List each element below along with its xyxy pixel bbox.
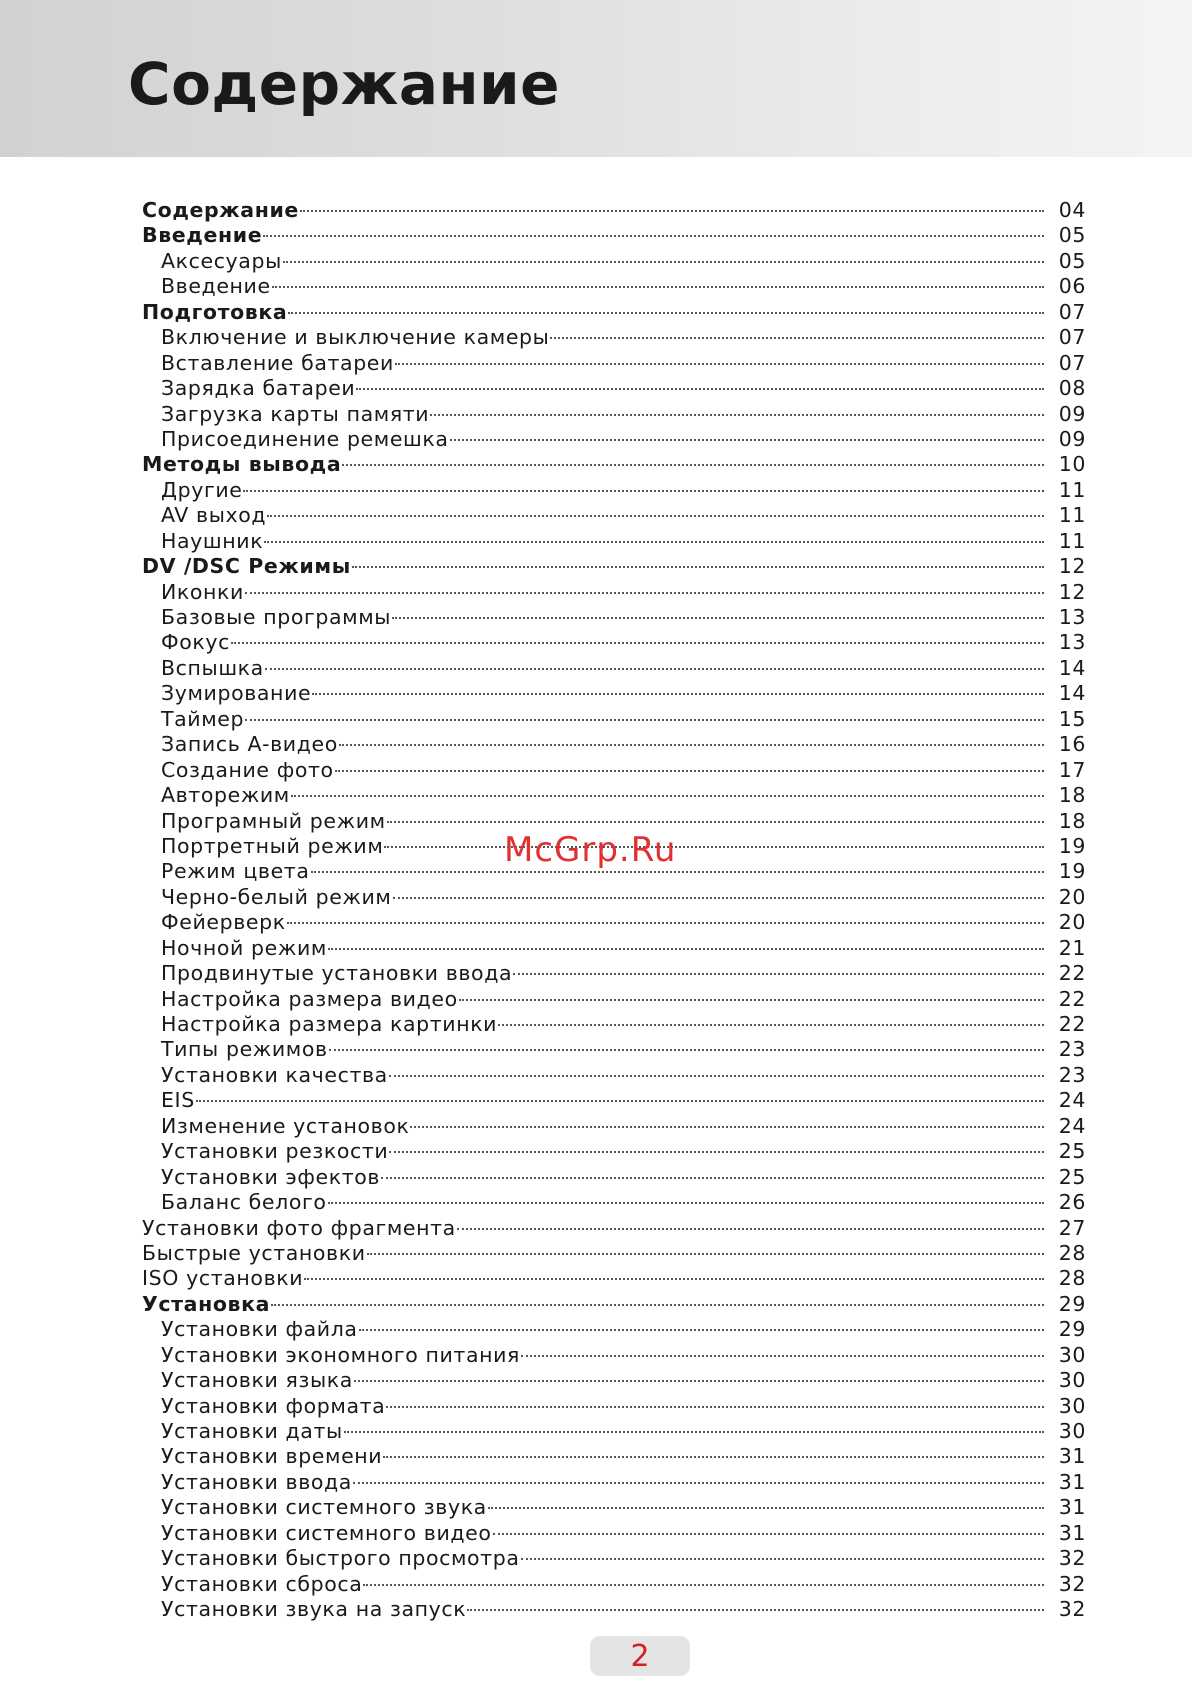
toc-entry-label: Установки системного видео bbox=[161, 1520, 492, 1545]
toc-entry-label: Режим цвета bbox=[161, 859, 310, 884]
toc-dot-leader bbox=[430, 414, 1044, 416]
toc-dot-leader bbox=[386, 1406, 1044, 1408]
toc-dot-leader bbox=[271, 1304, 1044, 1306]
toc-dot-leader bbox=[335, 770, 1044, 772]
toc-dot-leader bbox=[288, 312, 1044, 314]
toc-dot-leader bbox=[521, 1355, 1044, 1357]
toc-entry-page: 07 bbox=[1058, 325, 1086, 350]
toc-dot-leader bbox=[387, 821, 1044, 823]
toc-entry-label: Черно-белый режим bbox=[161, 884, 392, 909]
toc-entry-page: 11 bbox=[1058, 503, 1086, 528]
toc-entry[interactable] bbox=[142, 1470, 1086, 1495]
toc-dot-leader bbox=[329, 1049, 1044, 1051]
toc-entry[interactable] bbox=[142, 1546, 1086, 1571]
toc-entry-label: Настройка размера картинки bbox=[161, 1012, 498, 1036]
toc-entry-label: Установки формата bbox=[161, 1393, 386, 1418]
toc-entry-label: Содержание bbox=[142, 198, 299, 222]
toc-dot-leader bbox=[291, 795, 1044, 797]
toc-entry-label: Установки времени bbox=[161, 1444, 383, 1469]
toc-dot-leader bbox=[459, 999, 1044, 1001]
toc-dot-leader bbox=[353, 1482, 1044, 1484]
toc-entry-page: 22 bbox=[1058, 986, 1086, 1011]
toc-dot-leader bbox=[283, 261, 1044, 263]
toc-entry-page: 28 bbox=[1058, 1266, 1086, 1291]
toc-dot-leader bbox=[363, 1584, 1044, 1586]
toc-entry[interactable] bbox=[142, 274, 1086, 299]
toc-entry-page: 29 bbox=[1058, 1291, 1086, 1316]
toc-entry[interactable] bbox=[142, 580, 1086, 605]
toc-dot-leader bbox=[384, 846, 1044, 848]
toc-dot-leader bbox=[344, 1431, 1044, 1433]
toc-entry[interactable] bbox=[142, 630, 1086, 655]
toc-entry-label: Присоединение ремешка bbox=[161, 426, 449, 451]
toc-dot-leader bbox=[521, 1558, 1045, 1560]
toc-entry-page: 12 bbox=[1058, 554, 1086, 579]
toc-entry[interactable] bbox=[142, 1317, 1086, 1342]
toc-entry-label: Установки звука на запуск bbox=[161, 1597, 467, 1622]
toc-entry-page: 17 bbox=[1058, 757, 1086, 782]
page-title: Содержание bbox=[128, 50, 561, 118]
toc-dot-leader bbox=[392, 617, 1044, 619]
toc-entry-page: 18 bbox=[1058, 783, 1086, 808]
toc-entry-page: 07 bbox=[1058, 350, 1086, 375]
toc-dot-leader bbox=[352, 566, 1044, 568]
toc-entry-label: Фокус bbox=[161, 630, 230, 655]
toc-entry-page: 20 bbox=[1058, 884, 1086, 909]
toc-entry-page: 19 bbox=[1058, 833, 1086, 858]
toc-entry-label: Иконки bbox=[161, 579, 244, 604]
toc-dot-leader bbox=[381, 1177, 1044, 1179]
toc-entry-label: Установки экономного питания bbox=[161, 1342, 520, 1367]
toc-entry[interactable] bbox=[142, 1572, 1086, 1597]
toc-entry[interactable] bbox=[142, 452, 1086, 477]
toc-entry-page: 11 bbox=[1058, 528, 1086, 553]
toc-entry[interactable] bbox=[142, 605, 1086, 630]
toc-entry[interactable] bbox=[142, 936, 1086, 961]
toc-entry[interactable] bbox=[142, 707, 1086, 732]
toc-entry[interactable] bbox=[142, 1241, 1086, 1266]
toc-dot-leader bbox=[304, 1278, 1044, 1280]
toc-entry[interactable] bbox=[142, 376, 1086, 401]
page-number-tab bbox=[590, 1636, 690, 1676]
toc-entry-label: Програмный режим bbox=[161, 808, 386, 833]
toc-entry-label: Подготовка bbox=[142, 299, 288, 324]
toc-entry[interactable] bbox=[142, 732, 1086, 757]
toc-entry-label: Установки даты bbox=[161, 1419, 343, 1443]
toc-entry-page: 20 bbox=[1058, 910, 1086, 935]
toc-dot-leader bbox=[457, 1228, 1044, 1230]
toc-entry-label: Методы вывода bbox=[142, 452, 342, 477]
toc-dot-leader bbox=[450, 439, 1044, 441]
toc-entry[interactable] bbox=[142, 1597, 1086, 1622]
toc-entry[interactable] bbox=[142, 1139, 1086, 1164]
toc-entry-label: Введение bbox=[161, 274, 271, 299]
toc-entry[interactable] bbox=[142, 1292, 1086, 1317]
toc-entry-page: 25 bbox=[1058, 1139, 1086, 1164]
table-of-contents bbox=[142, 198, 1086, 1623]
toc-entry-label: Установки качества bbox=[161, 1062, 388, 1087]
toc-entry[interactable] bbox=[142, 300, 1086, 325]
toc-entry-page: 12 bbox=[1058, 579, 1086, 604]
toc-dot-leader bbox=[339, 744, 1044, 746]
toc-entry-label: Установки файла bbox=[161, 1317, 358, 1342]
page-number: 2 bbox=[630, 1638, 650, 1674]
toc-entry[interactable] bbox=[142, 1165, 1086, 1190]
toc-entry-label: Портретный режим bbox=[161, 833, 384, 858]
toc-entry-page: 30 bbox=[1058, 1342, 1086, 1367]
toc-entry-page: 30 bbox=[1058, 1419, 1086, 1443]
toc-entry[interactable] bbox=[142, 910, 1086, 935]
toc-dot-leader bbox=[196, 1100, 1044, 1102]
toc-dot-leader bbox=[550, 337, 1044, 339]
toc-dot-leader bbox=[356, 388, 1044, 390]
toc-entry-label: Установки резкости bbox=[161, 1139, 389, 1164]
toc-entry[interactable] bbox=[142, 1088, 1086, 1113]
toc-dot-leader bbox=[488, 1507, 1044, 1509]
toc-entry-label: Наушник bbox=[161, 528, 264, 553]
toc-entry-page: 32 bbox=[1058, 1597, 1086, 1622]
toc-dot-leader bbox=[354, 1380, 1044, 1382]
toc-entry[interactable] bbox=[142, 223, 1086, 248]
toc-entry-label: AV выход bbox=[161, 503, 267, 528]
toc-entry-page: 31 bbox=[1058, 1469, 1086, 1494]
toc-dot-leader bbox=[513, 973, 1044, 975]
toc-dot-leader bbox=[287, 922, 1044, 924]
toc-dot-leader bbox=[300, 210, 1044, 212]
toc-entry[interactable] bbox=[142, 1114, 1086, 1139]
toc-dot-leader bbox=[493, 1533, 1044, 1535]
toc-entry-label: Аксесуары bbox=[161, 248, 282, 273]
toc-entry-page: 18 bbox=[1058, 808, 1086, 833]
toc-entry[interactable] bbox=[142, 1495, 1086, 1520]
toc-dot-leader bbox=[395, 363, 1044, 365]
toc-entry-label: Другие bbox=[161, 477, 243, 502]
toc-dot-leader bbox=[359, 1329, 1044, 1331]
toc-entry-label: Изменение установок bbox=[161, 1113, 410, 1138]
toc-entry[interactable] bbox=[142, 427, 1086, 452]
toc-entry[interactable] bbox=[142, 529, 1086, 554]
toc-entry[interactable] bbox=[142, 1419, 1086, 1444]
toc-entry-label: Установки сброса bbox=[161, 1571, 363, 1596]
toc-entry[interactable] bbox=[142, 885, 1086, 910]
toc-entry-label: Зарядка батареи bbox=[161, 376, 356, 401]
toc-dot-leader bbox=[272, 286, 1044, 288]
toc-entry[interactable] bbox=[142, 1190, 1086, 1215]
toc-entry[interactable] bbox=[142, 1521, 1086, 1546]
toc-dot-leader bbox=[389, 1151, 1044, 1153]
toc-dot-leader bbox=[393, 897, 1045, 899]
toc-entry-label: Загрузка карты памяти bbox=[161, 401, 430, 426]
toc-entry-page: 04 bbox=[1058, 198, 1086, 222]
toc-entry-page: 08 bbox=[1058, 376, 1086, 401]
toc-dot-leader bbox=[467, 1609, 1044, 1611]
toc-entry-label: Быстрые установки bbox=[142, 1240, 366, 1265]
toc-entry[interactable] bbox=[142, 1343, 1086, 1368]
toc-dot-leader bbox=[267, 515, 1044, 517]
toc-entry-label: Установки быстрого просмотра bbox=[161, 1546, 520, 1571]
toc-entry[interactable] bbox=[142, 402, 1086, 427]
toc-entry-page: 30 bbox=[1058, 1393, 1086, 1418]
toc-entry-label: Установки эфектов bbox=[161, 1164, 381, 1189]
toc-entry-page: 05 bbox=[1058, 223, 1086, 248]
toc-entry[interactable] bbox=[142, 351, 1086, 376]
toc-entry-label: Установка bbox=[142, 1291, 271, 1316]
toc-entry[interactable] bbox=[142, 325, 1086, 350]
toc-dot-leader bbox=[367, 1253, 1044, 1255]
toc-entry[interactable] bbox=[142, 249, 1086, 274]
toc-dot-leader bbox=[389, 1075, 1044, 1077]
toc-entry-label: Базовые программы bbox=[161, 605, 392, 629]
toc-entry-label: Запись А-видео bbox=[161, 732, 338, 757]
toc-entry-label: Установки фото фрагмента bbox=[142, 1215, 456, 1240]
toc-dot-leader bbox=[245, 592, 1044, 594]
toc-entry-label: Вспышка bbox=[161, 655, 264, 680]
toc-entry[interactable] bbox=[142, 1063, 1086, 1088]
header-band bbox=[0, 0, 1192, 157]
toc-entry-label: Включение и выключение камеры bbox=[161, 325, 550, 350]
toc-dot-leader bbox=[245, 719, 1044, 721]
toc-entry-page: 21 bbox=[1058, 935, 1086, 960]
toc-entry-label: Установки языка bbox=[161, 1368, 353, 1393]
toc-entry-page: 07 bbox=[1058, 299, 1086, 324]
toc-entry-label: Баланс белого bbox=[161, 1190, 327, 1215]
toc-dot-leader bbox=[342, 464, 1044, 466]
toc-entry[interactable] bbox=[142, 1444, 1086, 1469]
toc-entry-page: 28 bbox=[1058, 1240, 1086, 1265]
toc-dot-leader bbox=[410, 1126, 1044, 1128]
toc-entry-page: 09 bbox=[1058, 401, 1086, 426]
toc-entry-label: Установки ввода bbox=[161, 1469, 352, 1494]
toc-entry-page: 26 bbox=[1058, 1190, 1086, 1215]
toc-entry-page: 15 bbox=[1058, 706, 1086, 731]
toc-entry-page: 22 bbox=[1058, 961, 1086, 986]
toc-entry[interactable] bbox=[142, 987, 1086, 1012]
toc-entry[interactable] bbox=[142, 198, 1086, 223]
toc-dot-leader bbox=[328, 948, 1044, 950]
toc-entry-label: Зумирование bbox=[161, 681, 312, 706]
toc-dot-leader bbox=[498, 1024, 1044, 1026]
toc-dot-leader bbox=[265, 668, 1044, 670]
toc-entry-label: Таймер bbox=[161, 706, 245, 731]
toc-entry-label: Продвинутые установки ввода bbox=[161, 961, 513, 986]
toc-entry-page: 16 bbox=[1058, 732, 1086, 757]
toc-entry-page: 11 bbox=[1058, 477, 1086, 502]
toc-entry[interactable] bbox=[142, 681, 1086, 706]
toc-entry[interactable] bbox=[142, 1012, 1086, 1037]
toc-entry[interactable] bbox=[142, 1266, 1086, 1291]
toc-entry-page: 31 bbox=[1058, 1520, 1086, 1545]
toc-entry[interactable] bbox=[142, 1216, 1086, 1241]
toc-dot-leader bbox=[312, 693, 1044, 695]
toc-entry-page: 25 bbox=[1058, 1164, 1086, 1189]
toc-dot-leader bbox=[243, 490, 1044, 492]
toc-entry-label: DV /DSC Режимы bbox=[142, 554, 351, 579]
toc-entry-page: 13 bbox=[1058, 605, 1086, 629]
toc-entry-page: 05 bbox=[1058, 248, 1086, 273]
toc-entry-page: 31 bbox=[1058, 1444, 1086, 1469]
toc-entry[interactable] bbox=[142, 554, 1086, 579]
toc-entry-label: EIS bbox=[161, 1088, 195, 1113]
toc-entry[interactable] bbox=[142, 1037, 1086, 1062]
toc-entry-page: 24 bbox=[1058, 1113, 1086, 1138]
toc-dot-leader bbox=[328, 1202, 1045, 1204]
watermark: McGrp.Ru bbox=[504, 830, 677, 870]
toc-entry-page: 10 bbox=[1058, 452, 1086, 477]
toc-entry-page: 13 bbox=[1058, 630, 1086, 655]
toc-entry[interactable] bbox=[142, 503, 1086, 528]
toc-entry-page: 30 bbox=[1058, 1368, 1086, 1393]
toc-entry-label: Установки системного звука bbox=[161, 1495, 487, 1520]
toc-entry[interactable] bbox=[142, 1394, 1086, 1419]
toc-entry-page: 32 bbox=[1058, 1546, 1086, 1571]
toc-entry[interactable] bbox=[142, 961, 1086, 986]
toc-entry-page: 14 bbox=[1058, 655, 1086, 680]
toc-entry-page: 22 bbox=[1058, 1012, 1086, 1036]
toc-dot-leader bbox=[311, 871, 1045, 873]
toc-entry-page: 31 bbox=[1058, 1495, 1086, 1520]
toc-entry-label: Вставление батареи bbox=[161, 350, 394, 375]
toc-dot-leader bbox=[383, 1456, 1044, 1458]
toc-entry-label: Введение bbox=[142, 223, 263, 248]
toc-dot-leader bbox=[263, 235, 1044, 237]
toc-entry-label: Создание фото bbox=[161, 757, 334, 782]
toc-entry-label: ISO установки bbox=[142, 1266, 304, 1291]
toc-entry-page: 32 bbox=[1058, 1571, 1086, 1596]
toc-entry[interactable] bbox=[142, 1368, 1086, 1393]
toc-entry[interactable] bbox=[142, 783, 1086, 808]
toc-dot-leader bbox=[231, 642, 1044, 644]
toc-entry-page: 24 bbox=[1058, 1088, 1086, 1113]
toc-entry-label: Фейерверк bbox=[161, 910, 286, 935]
toc-entry-page: 29 bbox=[1058, 1317, 1086, 1342]
toc-entry-page: 23 bbox=[1058, 1062, 1086, 1087]
toc-entry-label: Ночной режим bbox=[161, 935, 327, 960]
toc-entry-page: 19 bbox=[1058, 859, 1086, 884]
toc-entry-page: 14 bbox=[1058, 681, 1086, 706]
toc-entry-label: Типы режимов bbox=[161, 1037, 328, 1062]
toc-entry[interactable] bbox=[142, 656, 1086, 681]
toc-entry-page: 06 bbox=[1058, 274, 1086, 299]
toc-entry-label: Авторежим bbox=[161, 783, 290, 808]
toc-entry-label: Настройка размера видео bbox=[161, 986, 458, 1011]
toc-entry-page: 09 bbox=[1058, 426, 1086, 451]
toc-entry[interactable] bbox=[142, 758, 1086, 783]
toc-entry-page: 23 bbox=[1058, 1037, 1086, 1062]
toc-entry[interactable] bbox=[142, 478, 1086, 503]
toc-entry-page: 27 bbox=[1058, 1215, 1086, 1240]
toc-dot-leader bbox=[264, 541, 1044, 543]
